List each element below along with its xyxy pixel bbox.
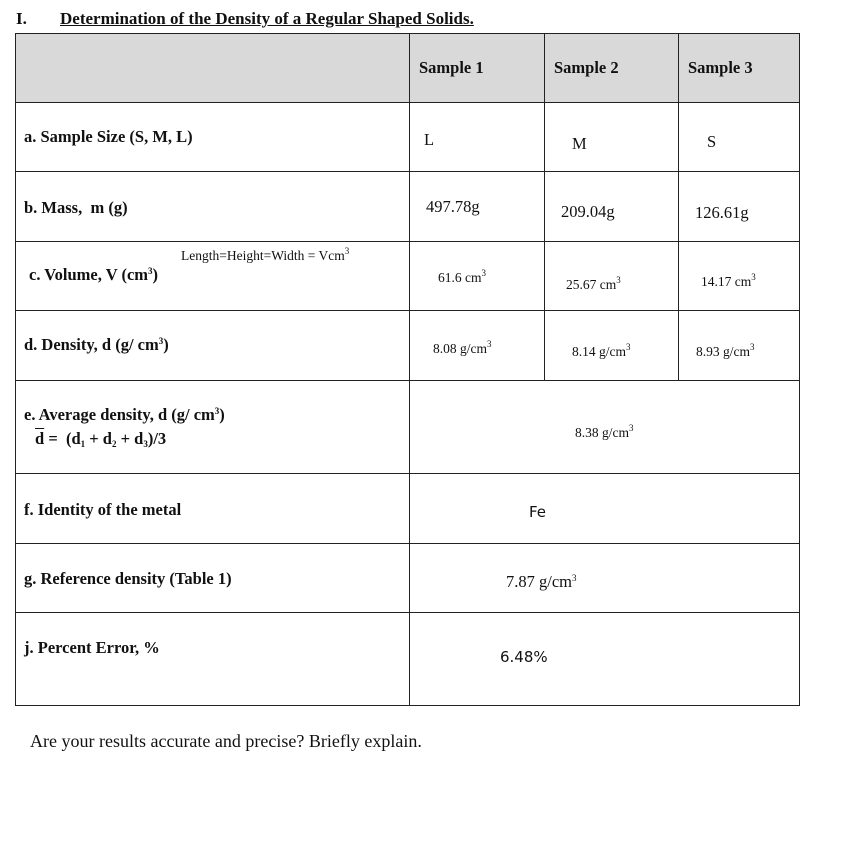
table-border-top: [15, 33, 800, 34]
row-label-percent-error: j. Percent Error, %: [24, 638, 160, 657]
question-text: Are your results accurate and precise? Briefly explain.: [30, 731, 422, 751]
section-heading: [16, 9, 474, 29]
mass-2: 209.04g: [561, 202, 615, 221]
row-divider: [15, 171, 800, 172]
sample-size-3: S: [707, 132, 717, 151]
volume-1: 61.6 $cm^3$: [438, 268, 486, 285]
row-divider: [15, 543, 800, 544]
density-table: [15, 33, 800, 706]
section-number: I.: [16, 9, 27, 28]
row-label-density: d. Density, d (g/ $cm^3$): [24, 335, 169, 354]
section-title: Determination of the Density of a Regular Shaped Solids.: [60, 9, 474, 28]
row-label-identity: f. Identity of the metal: [24, 500, 182, 519]
volume-3: 14.17 $cm^3$: [701, 272, 756, 289]
row-label-sample-size: a. Sample Size (S, M, L): [24, 127, 193, 146]
header-sample-2: Sample 2: [554, 58, 619, 77]
header-sample-1: Sample 1: [419, 58, 484, 77]
volume-formula: Length=Height=Width = Vcm$^3$: [181, 246, 350, 263]
mass-3: 126.61g: [695, 203, 749, 222]
reference-density-value: 7.87 $g/cm^3$: [506, 572, 577, 591]
density-3: 8.93 $g/cm^3$: [696, 342, 755, 359]
column-divider: [678, 33, 679, 380]
row-divider: [15, 473, 800, 474]
row-divider: [15, 612, 800, 613]
average-density-formula: $\overline{d} = (d_1 + d_2 + d_3)/3$: [35, 429, 167, 449]
row-divider: [15, 102, 800, 103]
sample-size-2: M: [572, 134, 587, 153]
table-border-bottom: [15, 705, 800, 706]
row-label-volume: c. Volume, V $(cm^3)$: [29, 265, 159, 284]
column-divider: [544, 33, 545, 380]
mass-1: 497.78g: [426, 197, 480, 216]
column-divider: [409, 33, 410, 706]
row-label-average-density: e. Average density, d (g/ $cm^3$): [24, 405, 225, 424]
identity-value: Fe: [529, 503, 547, 521]
row-divider: [15, 380, 800, 381]
average-density-value: 8.38 $g/cm^3$: [575, 423, 634, 440]
percent-error-value: 6.48%: [500, 648, 548, 666]
row-label-mass: b. Mass, m (g): [24, 198, 128, 217]
header-sample-3: Sample 3: [688, 58, 753, 77]
row-label-reference-density: g. Reference density (Table 1): [24, 569, 232, 588]
row-divider: [15, 241, 800, 242]
density-1: 8.08 $g/cm^3$: [433, 339, 492, 356]
sample-size-1: L: [424, 130, 435, 149]
row-divider: [15, 310, 800, 311]
header-row-shade: [15, 33, 800, 102]
volume-2: 25.67 $cm^3$: [566, 275, 621, 292]
table-border-right: [799, 33, 800, 706]
table-border-left: [15, 33, 16, 706]
density-2: 8.14 $g/cm^3$: [572, 342, 631, 359]
